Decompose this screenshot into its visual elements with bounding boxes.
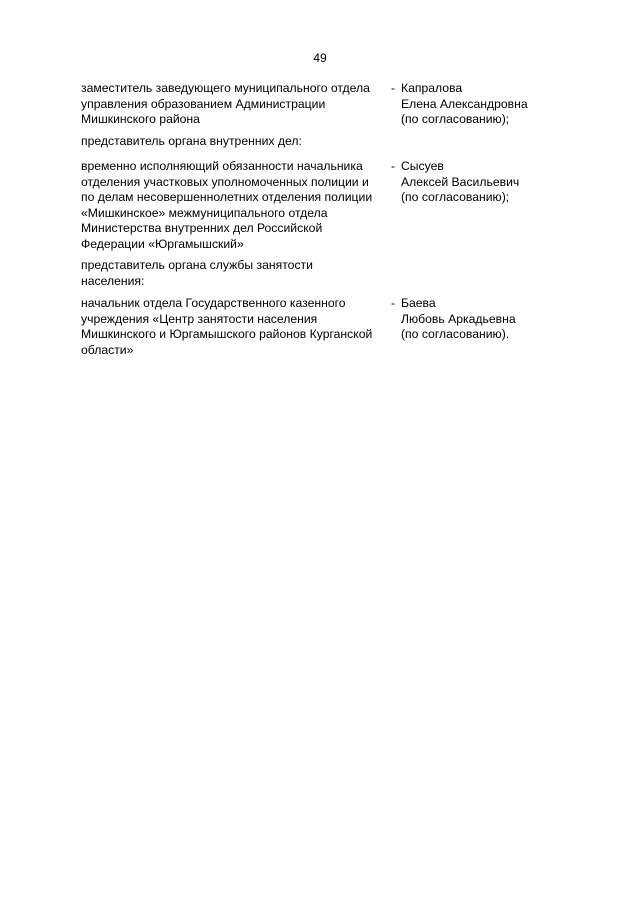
member-entry-2 <box>81 159 561 254</box>
member-entry-3 <box>81 296 561 360</box>
entry-dash: - <box>391 81 396 95</box>
page-number: 49 <box>313 51 327 65</box>
member-role: временно исполняющий обязанности начальника отделения участковых уполномоченных полиции и по делам несовершеннолетних отделения полиции «Мишкинское» межмуниципального отдела Министерства внутренних дел Российской Федерации «Юргамышский» <box>81 159 373 251</box>
entry-dash: - <box>391 159 396 173</box>
member-person <box>391 296 561 343</box>
section-heading-internal-affairs: представитель органа внутренних дел: <box>81 134 302 148</box>
member-entry-1 <box>81 81 561 131</box>
member-role: начальник отдела Государственного казенного учреждения «Центр занятости населения Мишкинского и Юргамышского районов Курганской области» <box>81 296 373 357</box>
member-person <box>391 81 561 128</box>
member-name: Баева Любовь Аркадьевна (по согласованию). <box>401 296 516 341</box>
member-name: Капралова Елена Александровна (по согласованию); <box>401 81 528 126</box>
member-name: Сысуев Алексей Васильевич (по согласованию); <box>401 159 520 204</box>
entry-dash: - <box>391 296 396 310</box>
member-role: заместитель заведующего муниципального отдела управления образованием Администрации Мишкинского района <box>81 81 370 126</box>
section-heading-employment-service: представитель органа службы занятости населения: <box>81 258 313 288</box>
member-person <box>391 159 561 206</box>
